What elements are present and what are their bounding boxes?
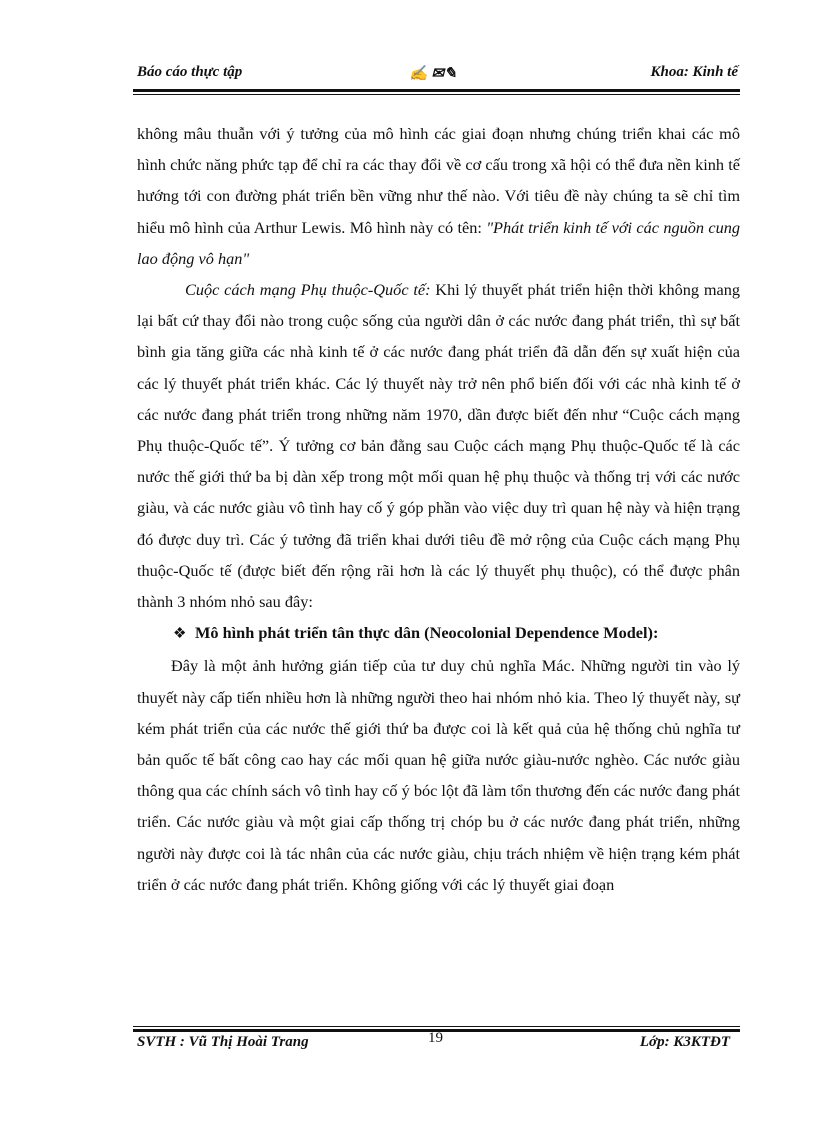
paragraph-2 <box>137 274 740 617</box>
header-faculty: Khoa: Kinh tế <box>650 64 738 80</box>
paragraph-3: Đây là một ảnh hưởng gián tiếp của tư duy chủ nghĩa Mác. Những người tin vào lý thuyết này cấp tiến nhiều hơn là những người theo hai nhóm nhỏ kia. Theo lý thuyết này, sự kém phát triển của các nước thế giới thứ ba được coi là kết quả của hệ thống chủ nghĩa tư bản quốc tế bất công cao hay các mối quan hệ giữa nước giàu-nước nghèo. Các nước giàu thông qua các chính sách vô tình hay cố ý bóc lột đã làm tổn thương đến các nước đang phát triển. Các nước giàu và một giai cấp thống trị chóp bu ở các nước đang phát triển, những người này được coi là tác nhân của các nước giàu, chịu trách nhiệm về hiện trạng kém phát triển ở các nước đang phát triển. Không giống với các lý thuyết giai đoạn <box>137 656 740 894</box>
section-heading <box>137 617 740 650</box>
section-heading-text: Mô hình phát triển tân thực dân (Neocolonial Dependence Model): <box>195 623 659 643</box>
page-body <box>137 118 740 900</box>
footer-rule-thin <box>133 1026 740 1027</box>
diamond-bullet-icon: ❖ <box>173 626 187 643</box>
paragraph-2-text: Khi lý thuyết phát triển hiện thời không mang lại bất cứ thay đổi nào trong cuộc sống của người dân ở các nước đang phát triển, thì sự bất bình gia tăng giữa các nhà kinh tế ở các nước đang phát triển đã dẫn đến sự xuất hiện của các lý thuyết phát triển khác. Các lý thuyết này trở nên phổ biến đối với các nhà kinh tế ở các nước đang phát triển trong những năm 1970, dần được biết đến như “Cuộc cách mạng Phụ thuộc-Quốc tế”. Ý tưởng cơ bản đằng sau Cuộc cách mạng Phụ thuộc-Quốc tế là các nước thế giới thứ ba bị dàn xếp trong một mối quan hệ phụ thuộc và thống trị với các nước giàu, và các nước giàu vô tình hay cố ý góp phần vào việc duy trì quan hệ này và hiện trạng đó được duy trì. Các ý tưởng đã triển khai dưới tiêu đề mở rộng của Cuộc cách mạng Phụ thuộc-Quốc tế (được biết đến rộng rãi hơn là các lý thuyết phụ thuộc), có thể được phân thành 3 nhóm nhỏ sau đây: <box>137 280 741 612</box>
footer-student-name: SVTH : Vũ Thị Hoài Trang <box>137 1034 309 1050</box>
footer-class: Lớp: K3KTĐT <box>639 1034 730 1050</box>
model-title-quote: "Phát triển kinh tế với các nguồn cung lao động vô hạn" <box>137 217 740 268</box>
page-number: 19 <box>428 1030 443 1046</box>
paragraph-1 <box>137 118 740 274</box>
paragraph-1-text: không mâu thuẫn với ý tưởng của mô hình các giai đoạn nhưng chúng triển khai các mô hình chức năng phức tạp để chỉ ra các thay đổi về cơ cấu trong xã hội có thể đưa nền kinh tế hướng tới con đường phát triển bền vững như thế nào. Với tiêu đề này chúng ta sẽ chỉ tìm hiểu mô hình của Arthur Lewis. Mô hình này có tên: <box>137 124 740 237</box>
header-ornament: ✍ ✉✎ <box>409 66 457 82</box>
header-rule-thick <box>133 89 740 92</box>
page-header <box>133 60 740 86</box>
page-footer <box>133 1030 740 1058</box>
header-rule-thin <box>133 94 740 95</box>
header-report-title: Báo cáo thực tập <box>137 64 243 80</box>
paragraph-2-lead: Cuộc cách mạng Phụ thuộc-Quốc tế: <box>185 280 431 300</box>
